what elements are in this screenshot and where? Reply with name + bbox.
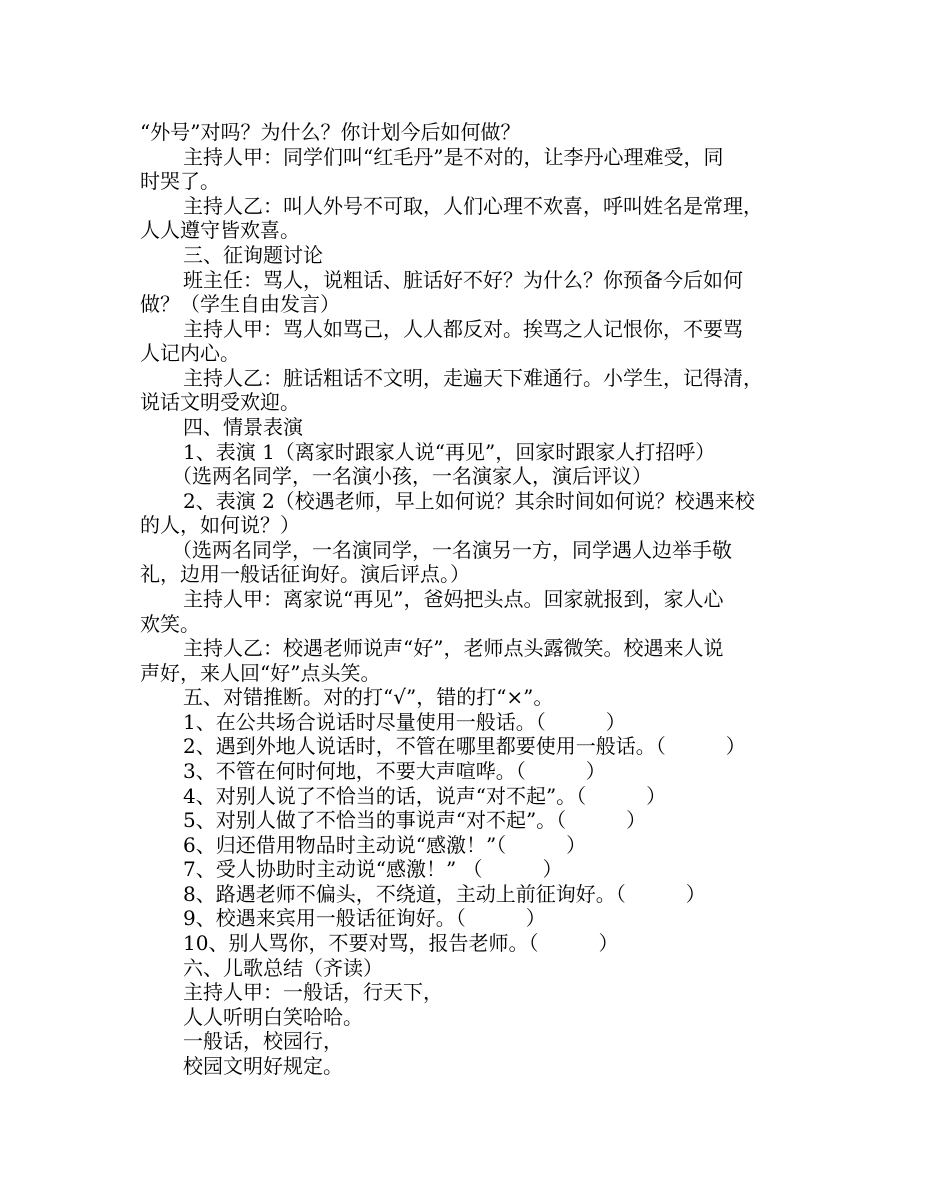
text-line: 欢笑。	[140, 612, 200, 636]
text-line: 礼，边用一般话征询好。演后评点。）	[140, 562, 470, 586]
text-line: 校园文明好规定。	[183, 1054, 343, 1078]
text-line: 1、表演 1（离家时跟家人说“再见”，回家时跟家人打招呼）	[183, 440, 716, 464]
text-line: 主持人乙：叫人外号不可取，人们心理不欢喜，呼叫姓名是常理，	[183, 194, 763, 218]
section-heading: 四、情景表演	[183, 415, 303, 439]
quiz-item: 4、对别人说了不恰当的话，说声“对不起”。（ ）	[183, 784, 667, 808]
text-line: 主持人乙：脏话粗话不文明，走遍天下难通行。小学生，记得清，	[183, 366, 763, 390]
text-line: 说话文明受欢迎。	[140, 390, 300, 414]
text-line: 主持人甲：同学们叫“红毛丹”是不对的，让李丹心理难受，同	[183, 145, 724, 169]
text-line: 班主任：骂人，说粗话、脏话好不好？为什么？你预备今后如何	[183, 268, 743, 292]
quiz-item: 1、在公共场合说话时尽量使用一般话。（ ）	[183, 710, 626, 734]
text-line: 主持人甲：离家说“再见”，爸妈把头点。回家就报到，家人心	[183, 587, 724, 611]
text-line: 主持人乙：校遇老师说声“好”，老师点头露微笑。校遇来人说	[183, 636, 724, 660]
text-line: （选两名同学，一名演小孩，一名演家人，演后评议）	[172, 464, 652, 488]
text-line: （选两名同学，一名演同学，一名演另一方，同学遇人边举手敬	[172, 538, 732, 562]
quiz-item: 6、归还借用物品时主动说“感激！”（ ）	[183, 833, 587, 857]
text-line: 人人听明白笑哈哈。	[183, 1005, 363, 1029]
text-line: 声好，来人回“好”点头笑。	[140, 661, 381, 685]
quiz-item: 5、对别人做了不恰当的事说声“对不起”。（ ）	[183, 808, 647, 832]
section-heading: 六、儿歌总结（齐读）	[183, 956, 383, 980]
quiz-item: 3、不管在何时何地，不要大声喧哗。（ ）	[183, 759, 606, 783]
section-heading: 三、征询题讨论	[183, 243, 323, 267]
quiz-item: 9、校遇来宾用一般话征询好。（ ）	[183, 906, 546, 930]
quiz-item: 10、别人骂你，不要对骂，报告老师。（ ）	[183, 931, 619, 955]
text-line: 时哭了。	[140, 169, 220, 193]
quiz-item: 8、路遇老师不偏头，不绕道，主动上前征询好。（ ）	[183, 882, 706, 906]
text-line: 的人，如何说？）	[140, 513, 300, 537]
text-line: 主持人甲：骂人如骂己，人人都反对。挨骂之人记恨你，不要骂	[183, 317, 743, 341]
text-line: 做？（学生自由发言）	[140, 292, 340, 316]
section-heading: 五、对错推断。对的打“√”，错的打“×”。	[183, 685, 554, 709]
quiz-item: 2、遇到外地人说话时，不管在哪里都要使用一般话。（ ）	[183, 734, 746, 758]
text-line: 人人遵守皆欢喜。	[140, 218, 300, 242]
text-line: 主持人甲：一般话，行天下，	[183, 980, 443, 1004]
text-line: 一般话，校园行，	[183, 1029, 343, 1053]
text-line: 2、表演 2（校遇老师，早上如何说？其余时间如何说？校遇来校	[183, 489, 755, 513]
quiz-item: 7、受人协助时主动说“感激！” （ ）	[183, 857, 563, 881]
text-line: 人记内心。	[140, 341, 240, 365]
text-line: “外号”对吗？为什么？你计划今后如何做？	[140, 120, 521, 144]
